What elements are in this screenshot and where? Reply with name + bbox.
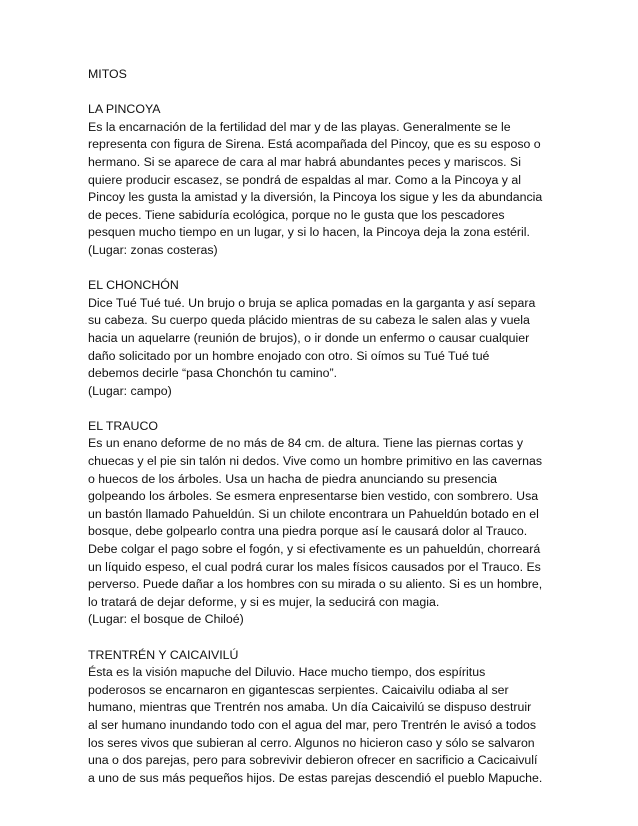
text-line: de peces. Tiene sabiduría ecológica, porque no le gusta que los pescadores (88, 207, 505, 222)
text-line: bosque, debe golpearlo contra una piedra porque así le causará dolor al Trauco. (88, 524, 528, 539)
section-el-trauco (88, 418, 558, 629)
text-line: hermano. Si se aparece de cara al mar habrá abundantes peces y mariscos. Si (88, 154, 521, 169)
text-line: golpeando los árboles. Se esmera enpresentarse bien vestido, con sombrero. Usa (88, 489, 539, 504)
document-title: MITOS (88, 67, 127, 81)
document-body (88, 66, 558, 805)
text-line: daño solicitado por un hombre enojado con otro. Si oímos su Tué Tué tué (88, 348, 490, 363)
text-line: Debe colgar el pago sobre el fogón, y si efectivamente es un pahueldún, chorreará (88, 542, 541, 557)
section-el-chonchon (88, 277, 558, 400)
text-line: a uno de sus más pequeños hijos. De estas parejas descendió el pueblo Mapuche. (88, 770, 543, 785)
section-trentren-y-caicaivilu (88, 647, 558, 788)
section-title: EL TRAUCO (88, 418, 158, 433)
text-line: quiere producir escasez, se pondrá de espaldas al mar. Como a la Pincoya y al (88, 172, 521, 187)
text-line: perverso. Puede dañar a los hombres con su mirada o su aliento. Si es un hombre, (88, 577, 543, 592)
text-line: pesquen mucho tiempo en un lugar, y si lo hacen, la Pincoya deja la zona estéril. (88, 225, 530, 240)
text-line: (Lugar: zonas costeras) (88, 242, 218, 257)
section-title: LA PINCOYA (88, 102, 161, 117)
text-line: una o dos parejas, pero para sobrevivir debieron ofrecer en sacrificio a Cacicaivulí (88, 753, 538, 768)
text-line: representa con figura de Sirena. Está acompañada del Pincoy, que es su esposo o (88, 137, 541, 152)
text-line: Dice Tué Tué tué. Un brujo o bruja se aplica pomadas en la garganta y así separa (88, 295, 536, 310)
section-title: EL CHONCHÓN (88, 278, 179, 293)
text-line: (Lugar: campo) (88, 383, 172, 398)
text-line: chuecas y el pie sin talón ni dedos. Vive como un hombre primitivo en las cavernas (88, 454, 542, 469)
text-line: un líquido espeso, el cual podrá curar los males físicos causados por el Trauco. Es (88, 559, 541, 574)
text-line: Es la encarnación de la fertilidad del mar y de las playas. Generalmente se le (88, 119, 511, 134)
text-line: Pincoy les gusta la amistad y la diversión, la Pincoya los sigue y les da abundancia (88, 190, 543, 205)
text-line: su cabeza. Su cuerpo queda plácido mientras de su cabeza le salen alas y vuela (88, 313, 530, 328)
text-line: poderosos se encarnaron en gigantescas serpientes. Caicaivilu odiaba al ser (88, 682, 509, 697)
text-line: o huecos de los árboles. Usa un hacha de piedra anunciando su presencia (88, 471, 497, 486)
section-title: TRENTRÉN Y CAICAIVILÚ (88, 647, 239, 662)
text-line: lo tratará de dejar deforme, y si es mujer, la seducirá con magia. (88, 594, 440, 609)
text-line: un bastón llamado Pahueldún. Si un chilote encontrara un Pahueldún botado en el (88, 506, 539, 521)
section-la-pincoya (88, 101, 558, 259)
text-line: los seres vivos que subieran al cerro. Algunos no hicieron caso y sólo se salvaron (88, 735, 535, 750)
text-line: al ser humano inundando todo con el agua del mar, pero Trentrén le avisó a todos (88, 717, 537, 732)
text-line: (Lugar: el bosque de Chiloé) (88, 612, 244, 627)
text-line: debemos decirle “pasa Chonchón tu camino”. (88, 366, 338, 381)
text-line: Ésta es la visión mapuche del Diluvio. Hace mucho tiempo, dos espíritus (88, 665, 486, 680)
text-line: humano, mientras que Trentrén nos amaba. Un día Caicaivilú se dispuso destruir (88, 700, 532, 715)
text-line: hacia un aquelarre (reunión de brujos), o ir donde un enfermo o causar cualquier (88, 330, 530, 345)
text-line: Es un enano deforme de no más de 84 cm. de altura. Tiene las piernas cortas y (88, 436, 524, 451)
